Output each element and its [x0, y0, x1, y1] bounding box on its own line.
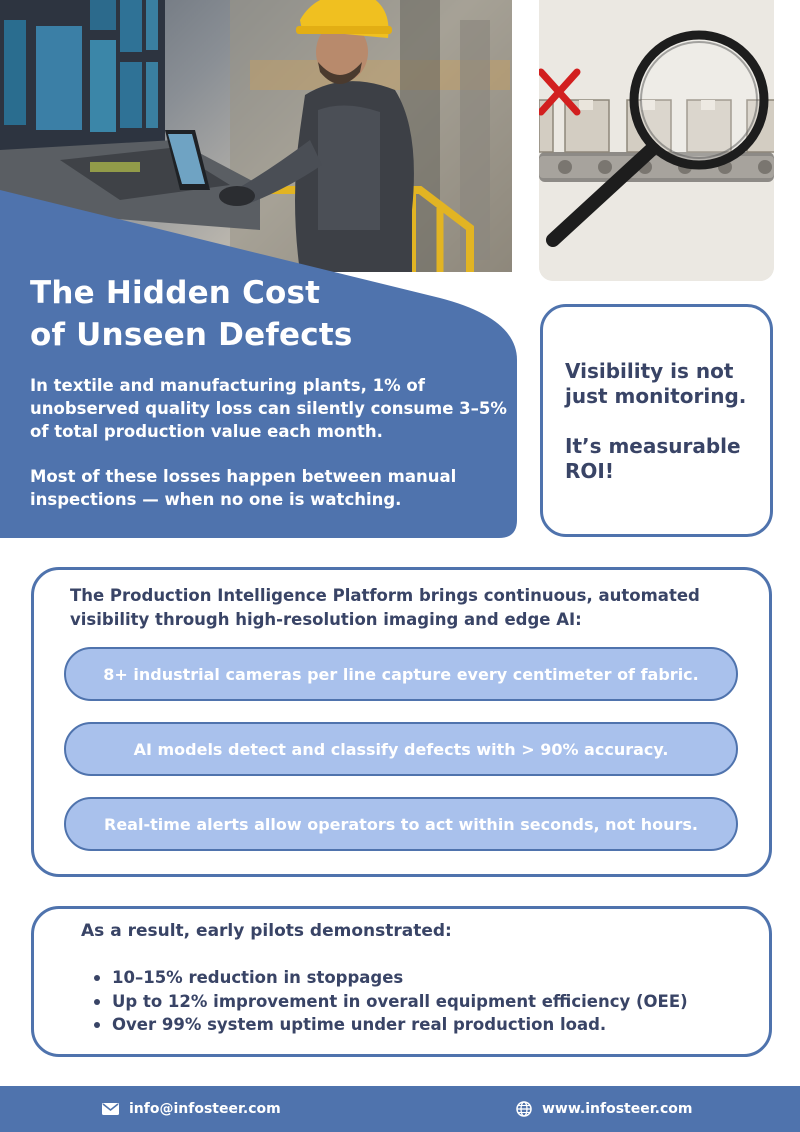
hero-body [30, 374, 510, 511]
platform-intro: The Production Intelligence Platform brings continuous, automated visibility through high-resolution imaging and edge AI: [70, 586, 700, 629]
envelope-icon [102, 1103, 119, 1115]
feature-pill-ai-models: AI models detect and classify defects with > 90% accuracy. [64, 722, 738, 776]
results-list-item: Over 99% system uptime under real production load. [92, 1013, 688, 1037]
website-link[interactable] [516, 1086, 692, 1132]
inspection-magnifier-graphic [539, 0, 774, 281]
results-section [31, 906, 772, 1057]
magnifier-illustration [539, 0, 774, 281]
hero-paragraph-2: Most of these losses happen between manual inspections — when no one is watching. [30, 467, 457, 509]
globe-icon [516, 1101, 532, 1117]
website-text: www.infosteer.com [542, 1101, 693, 1117]
results-list [92, 966, 688, 1037]
hero-paragraph-1: In textile and manufacturing plants, 1% of unobserved quality loss can silently consume 3–5% of total production value each month. [30, 376, 507, 441]
feature-pill-cameras: 8+ industrial cameras per line capture every centimeter of fabric. [64, 647, 738, 701]
roi-callout-line-1: Visibility is not just monitoring. [565, 359, 747, 408]
platform-section [31, 567, 772, 877]
roi-callout-card [540, 304, 773, 537]
footer-bar [0, 1086, 800, 1132]
results-intro: As a result, early pilots demonstrated: [81, 921, 452, 941]
hero-title-line-1: The Hidden Cost [30, 275, 321, 311]
email-link[interactable] [102, 1086, 281, 1132]
results-list-item: Up to 12% improvement in overall equipment efficiency (OEE) [92, 990, 688, 1014]
feature-pill-alerts: Real-time alerts allow operators to act within seconds, not hours. [64, 797, 738, 851]
roi-callout-line-2: It’s measurable ROI! [565, 434, 741, 483]
hero-title-line-2: of Unseen Defects [30, 317, 353, 353]
email-text: info@infosteer.com [129, 1101, 281, 1117]
results-list-item: 10–15% reduction in stoppages [92, 966, 688, 990]
hero-title [30, 272, 490, 356]
